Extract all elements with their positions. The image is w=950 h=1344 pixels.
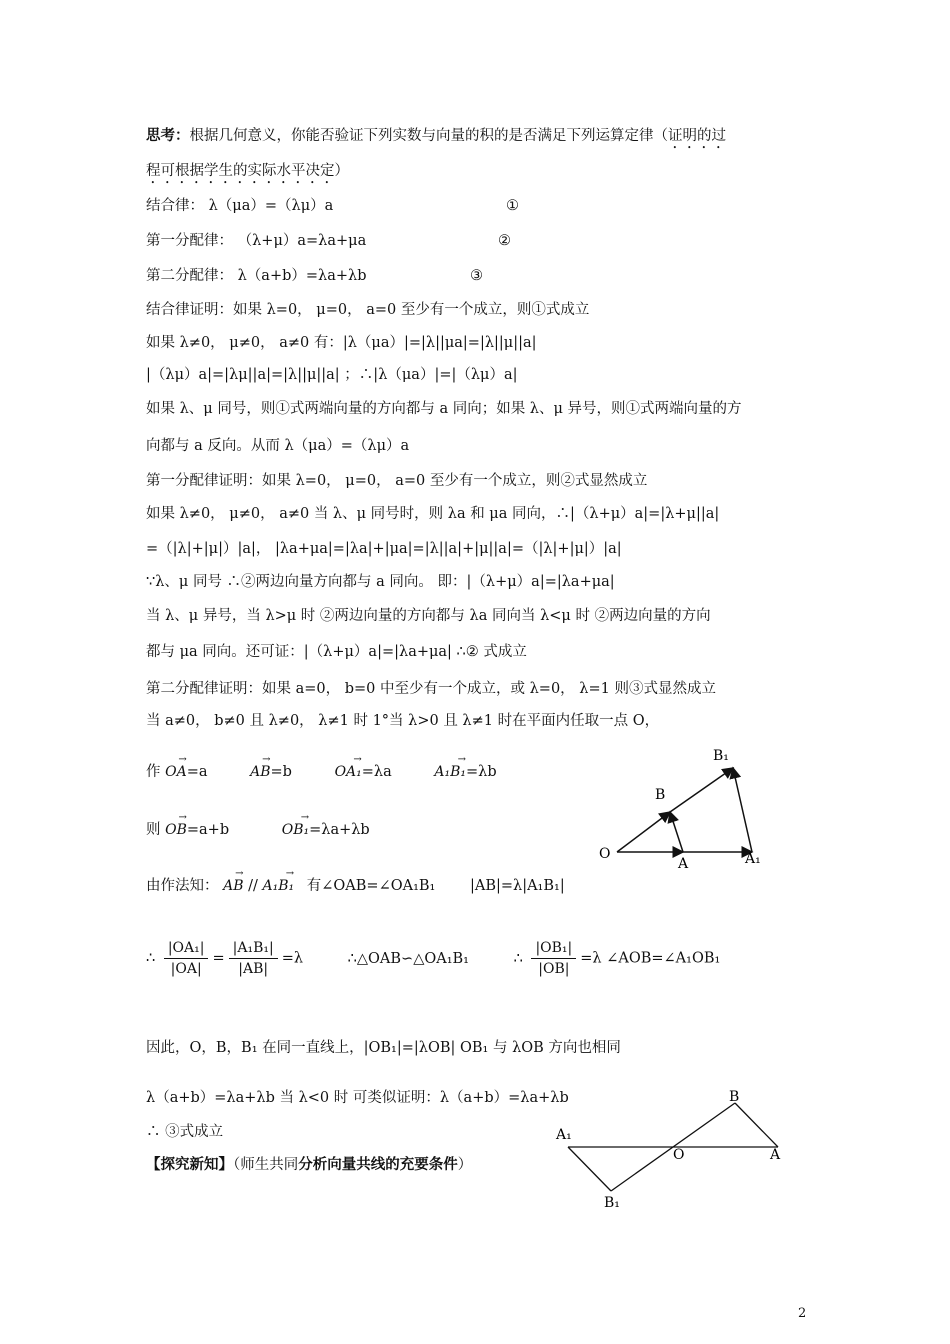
law-label: 第一分配律： xyxy=(146,233,233,249)
label-b1: B₁ xyxy=(604,1195,620,1211)
proof-line: 结合律证明：如果 λ=0， μ=0， a=0 至少有一个成立，则①式成立 xyxy=(146,302,590,318)
proof-line: 第二分配律证明：如果 a=0， b=0 中至少有一个成立，或 λ=0， λ=1 则③式显然成立 xyxy=(146,681,716,697)
label-a: A xyxy=(678,856,689,872)
law-number: ① xyxy=(506,198,519,214)
explore-paren-open: （师生共同 xyxy=(233,1157,299,1173)
label-b: B xyxy=(655,787,666,803)
numerator: |OA₁| xyxy=(164,938,209,959)
hence-line: 因此，O，B，B₁ 在同一直线上，|OB₁|=|λOB| OB₁ 与 λOB 方向也相同 xyxy=(146,1040,621,1056)
segment-bb1 xyxy=(670,768,733,812)
vector-ab: → AB xyxy=(250,754,270,782)
vector-ob1: → OB₁ xyxy=(282,812,309,840)
eq-lab: =λa+λb xyxy=(309,822,370,838)
fraction-a1b1-ab xyxy=(229,938,278,979)
conclusion-line: ∴ ③式成立 xyxy=(146,1124,224,1140)
eq-b: =b xyxy=(270,764,292,780)
fraction-ob1-ob xyxy=(531,938,576,979)
law-number: ③ xyxy=(470,268,483,284)
then-word: 则 xyxy=(146,822,161,838)
vector-ob: → OB xyxy=(165,812,187,840)
think-line-1 xyxy=(146,126,726,152)
proof-line: 如果 λ≠0， μ≠0， a≠0 当 λ、μ 同号时，则 λa 和 μa 同向，∴|（λ+μ）a|=|λ+μ||a| xyxy=(146,506,720,522)
law-second-distributive xyxy=(146,266,483,286)
segment-ab xyxy=(670,812,683,852)
by-construction-label: 由作法知： xyxy=(146,878,219,894)
think-dotted-2: 程可根据学生的实际水平决定 xyxy=(146,163,335,179)
eq-a: =a xyxy=(186,764,208,780)
similar-triangles: ∴△OAB∽△OA₁B₁ xyxy=(347,950,469,967)
explore-heading xyxy=(146,1155,472,1175)
page-number: 2 xyxy=(798,1306,807,1321)
proof-line: =（|λ|+|μ|）|a|， |λa+μa|=|λa|+|μa|=|λ||a|+|μ||a|=（|λ|+|μ|）|a| xyxy=(146,541,622,557)
vector-oa: → OA xyxy=(165,754,187,782)
proof-line: |（λμ）a|=|λμ||a|=|λ||μ||a| ；∴|λ（μa）|=|（λμ）a| xyxy=(146,367,518,383)
explore-paren-close: ） xyxy=(457,1157,473,1173)
label-o: O xyxy=(673,1147,685,1163)
proof-line: 当 a≠0， b≠0 且 λ≠0， λ≠1 时 1°当 λ>0 且 λ≠1 时在平面内任取一点 O， xyxy=(146,713,660,729)
segment-b-a xyxy=(735,1103,778,1147)
vector-a1b1: → A₁B₁ xyxy=(263,868,295,896)
label-o: O xyxy=(599,846,611,862)
think-dotted-1: 证明的过 xyxy=(668,128,726,144)
denominator: |AB| xyxy=(238,961,269,977)
label-a1: A₁ xyxy=(745,851,761,867)
law-expr: λ（a+b）=λa+λb xyxy=(237,268,367,284)
think-text-a: 根据几何意义，你能否验证下列实数与向量的积的是否满足下列运算定律（ xyxy=(189,128,668,144)
angle-equality: 有∠OAB=∠OA₁B₁ xyxy=(306,878,436,894)
numerator: |OB₁| xyxy=(531,938,576,959)
proof-line: ∵λ、μ 同号 ∴②两边向量方向都与 a 同向。 即：|（λ+μ）a|=|λa+μa| xyxy=(146,574,615,590)
law-first-distributive xyxy=(146,231,511,251)
think-end: ） xyxy=(334,163,349,179)
segment-a1-b1 xyxy=(568,1147,611,1191)
eq-la: =λa xyxy=(361,764,392,780)
vector-ab: → AB xyxy=(223,868,243,896)
eq-lb: =λb xyxy=(465,764,497,780)
proof-line: 都与 μa 同向。还可证：|（λ+μ）a|=|λa+μa| ∴② 式成立 xyxy=(146,644,527,660)
figure-triangles-positive xyxy=(595,740,785,875)
explore-bracket: 【探究新知】 xyxy=(146,1156,233,1173)
figure-triangles-negative xyxy=(552,1085,792,1215)
fraction-oa1-oa xyxy=(164,938,209,979)
then-line xyxy=(146,812,370,840)
proof-line: 如果 λ≠0， μ≠0， a≠0 有：|λ（μa）|=|λ||μa|=|λ||μ||a| xyxy=(146,335,537,351)
label-a: A xyxy=(770,1147,781,1163)
proof-line: 第一分配律证明：如果 λ=0， μ=0， a=0 至少有一个成立，则②式显然成立 xyxy=(146,473,648,489)
label-a1: A₁ xyxy=(556,1127,572,1143)
law-number: ② xyxy=(498,233,511,249)
segment-a1b1 xyxy=(733,768,752,852)
law-label: 结合律： xyxy=(146,198,204,214)
vector-a1b1: → A₁B₁ xyxy=(434,754,466,782)
label-b: B xyxy=(729,1089,740,1105)
therefore-sign: ∴ xyxy=(513,950,523,967)
proof-line: 向都与 a 反向。从而 λ（μa）=（λμ）a xyxy=(146,438,410,454)
construct-word: 作 xyxy=(146,764,161,780)
vector-oa1: → OA₁ xyxy=(335,754,362,782)
think-label: 思考： xyxy=(146,127,190,144)
think-line-2 xyxy=(146,161,349,187)
parallel-sign: // xyxy=(248,878,258,894)
magnitude-equality: |AB|=λ|A₁B₁| xyxy=(469,878,565,894)
negative-case-line: λ（a+b）=λa+λb 当 λ<0 时 可类似证明：λ（a+b）=λa+λb xyxy=(146,1090,569,1106)
law-label: 第二分配律： xyxy=(146,268,233,284)
explore-bold-part: 分析向量共线的充要条件 xyxy=(298,1156,458,1173)
angle-equality-2: =λ ∠AOB=∠A₁OB₁ xyxy=(580,950,721,967)
label-b1: B₁ xyxy=(713,748,729,764)
law-associative xyxy=(146,196,519,216)
by-construction-line xyxy=(146,868,565,896)
denominator: |OB| xyxy=(538,961,570,977)
proof-line: 如果 λ、μ 同号，则①式两端向量的方向都与 a 同向；如果 λ、μ 异号，则①式两端向量的方 xyxy=(146,401,742,417)
law-expr: （λ+μ）a=λa+μa xyxy=(237,233,367,249)
therefore-sign: ∴ xyxy=(146,950,156,967)
law-expr: λ（μa）=（λμ）a xyxy=(208,198,334,214)
ratio-line: ∴ $\frac{\text{|OA₁|}}{|OA|}$ = $\frac{\text{|A₁B₁|}}{|AB|}$ =λ ∴△OAB∽△OA₁B₁ ∴ $\frac{\text{|OB₁|}}{|OB|}$ =λ ∠AOB=∠A₁OB₁ xyxy=(146,940,721,977)
eq-ab: =a+b xyxy=(186,822,230,838)
denominator: |OA| xyxy=(170,961,202,977)
segment-ob xyxy=(617,812,670,852)
construct-line xyxy=(146,754,497,782)
numerator: |A₁B₁| xyxy=(229,938,278,959)
equals-lambda: =λ xyxy=(281,950,304,967)
proof-line: 当 λ、μ 异号，当 λ>μ 时 ②两边向量的方向都与 λa 同向当 λ<μ 时 ②两边向量的方向 xyxy=(146,608,711,624)
